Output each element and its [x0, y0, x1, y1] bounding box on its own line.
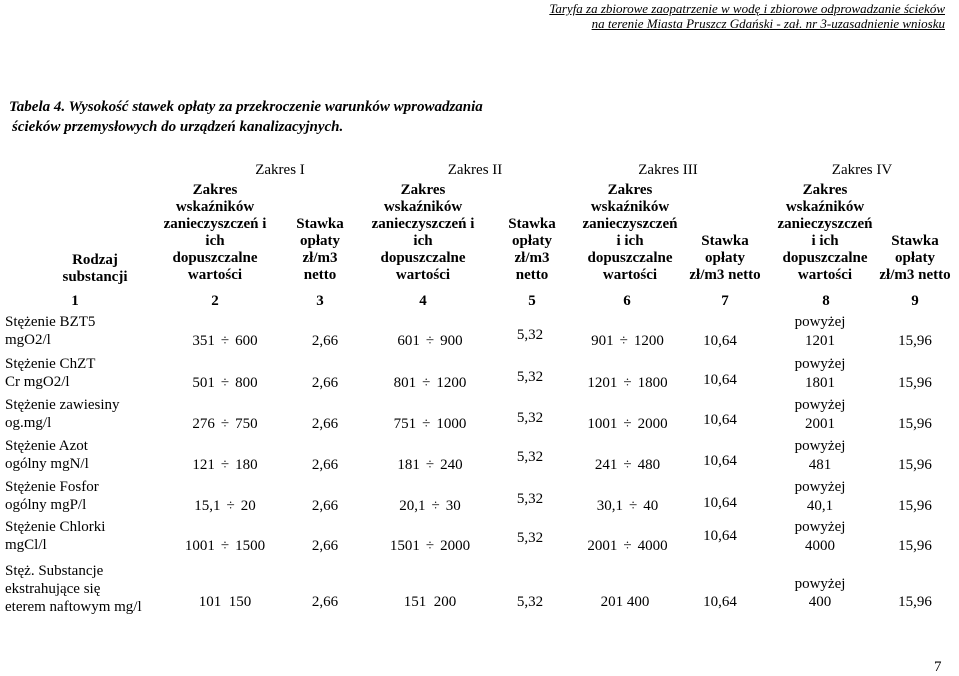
cell-zakres-1: [165, 497, 285, 515]
cell-stawka-4: 15,96: [898, 594, 932, 610]
cell-powyzej: powyżej: [794, 356, 846, 372]
cell-stawka-3: 10,64: [703, 495, 737, 511]
range-separator: ÷: [220, 457, 230, 473]
col-zakres-3-header: [560, 182, 700, 284]
cell-stawka-2: 5,32: [516, 594, 544, 610]
range-separator: ÷: [629, 498, 638, 514]
col-header-line: wartości: [797, 267, 853, 283]
range-to: 40: [643, 498, 659, 514]
cell-zakres-1: [165, 374, 285, 392]
col-header-line: zanieczyszczeń: [777, 216, 873, 232]
row-label-line: eterem naftowym mg/l: [5, 599, 142, 615]
range-separator: ÷: [623, 416, 632, 432]
cell-zakres-2: [360, 497, 500, 515]
col-stawka-1-header: [285, 216, 355, 284]
row-label: [5, 478, 99, 514]
col-header-line: Zakres: [607, 182, 653, 198]
row-label: [5, 562, 142, 616]
col-number: 2: [211, 293, 219, 309]
cell-zakres-4: 1801: [805, 375, 835, 391]
cell-zakres-3: [565, 415, 690, 433]
range-separator: ÷: [623, 375, 632, 391]
cell-powyzej: powyżej: [794, 576, 846, 592]
range-from: 30,1: [596, 498, 623, 514]
range-to: 600: [235, 333, 258, 349]
cell-powyzej: powyżej: [794, 438, 846, 454]
cell-zakres-3: [565, 332, 690, 350]
row-label-line: Stężenie zawiesiny: [5, 397, 120, 413]
row-label-line: Stęż. Substancje: [5, 563, 104, 579]
range-separator: ÷: [425, 538, 435, 554]
cell-powyzej: powyżej: [794, 397, 846, 413]
col-header-line: wskaźników: [175, 199, 255, 215]
row-label: [5, 437, 89, 473]
range-from: 1501: [389, 538, 420, 554]
range-from: 751: [393, 416, 417, 432]
cell-zakres-2: [360, 374, 500, 392]
col-rodzaj-line: substancji: [62, 269, 128, 285]
cell-zakres-2: [360, 537, 500, 555]
range-to: 1800: [637, 375, 668, 391]
range-to: 180: [235, 457, 258, 473]
col-number: 9: [911, 293, 919, 309]
running-header-line-1: Taryfa za zbiorowe zaopatrzenie w wodę i zbiorowe odprowadzanie ścieków: [549, 1, 945, 16]
cell-stawka-3: 10,64: [703, 453, 737, 469]
cell-powyzej: powyżej: [794, 314, 846, 330]
col-header-line: opłaty: [511, 233, 552, 249]
cell-zakres-2: [360, 415, 500, 433]
row-label-line: Stężenie Fosfor: [5, 479, 99, 495]
range-separator: ÷: [623, 457, 632, 473]
col-header-line: opłaty: [299, 233, 340, 249]
col-header-line: Zakres: [400, 182, 446, 198]
col-header-line: opłaty: [894, 250, 935, 266]
col-header-line: wartości: [187, 267, 243, 283]
cell-stawka-2: 5,32: [516, 491, 544, 507]
zone-header-4: Zakres IV: [831, 162, 893, 178]
col-stawka-4-header: [872, 233, 958, 284]
range-from: 1201: [587, 375, 618, 391]
cell-stawka-2: 5,32: [516, 410, 544, 426]
range-to: 2000: [440, 538, 471, 554]
cell-zakres-1: [165, 537, 285, 555]
row-label: [5, 313, 95, 349]
cell-zakres-3: [565, 537, 690, 555]
col-header-line: zł/m3 netto: [689, 267, 761, 283]
col-zakres-2-header: [353, 182, 493, 284]
col-header-line: Stawka: [701, 233, 749, 249]
col-header-line: wskaźników: [785, 199, 865, 215]
range-to: 800: [235, 375, 258, 391]
row-label-line: og.mg/l: [5, 415, 52, 431]
range-to: 480: [637, 457, 661, 473]
col-header-line: Stawka: [508, 216, 556, 232]
cell-stawka-1: 2,66: [311, 498, 339, 514]
range-from: 2001: [587, 538, 618, 554]
cell-zakres-2: [360, 332, 500, 350]
row-label-line: mgO2/l: [5, 332, 51, 348]
row-label: [5, 396, 120, 432]
row-label-line: ogólny mgN/l: [5, 456, 89, 472]
col-header-line: zanieczyszczeń i: [163, 216, 267, 232]
cell-stawka-3: 10,64: [703, 333, 737, 349]
col-header-line: ich: [205, 233, 225, 249]
cell-stawka-4: 15,96: [898, 333, 932, 349]
col-header-line: dopuszczalne: [587, 250, 673, 266]
range-separator: ÷: [431, 498, 440, 514]
col-rodzaj-line: Rodzaj: [72, 252, 118, 268]
range-separator: ÷: [425, 457, 435, 473]
row-label: [5, 355, 95, 391]
range-from: 181: [397, 457, 420, 473]
col-header-line: opłaty: [704, 250, 745, 266]
cell-stawka-4: 15,96: [898, 498, 932, 514]
cell-zakres-1: [165, 415, 285, 433]
cell-zakres-4: 481: [808, 457, 832, 473]
range-from: 15,1: [194, 498, 221, 514]
range-from: 20,1: [399, 498, 426, 514]
col-header-line: Zakres: [192, 182, 238, 198]
range-to: 1500: [235, 538, 266, 554]
cell-powyzej: powyżej: [794, 479, 846, 495]
col-number: 4: [419, 293, 427, 309]
col-header-line: zł/m3 netto: [879, 267, 951, 283]
range-separator: ÷: [619, 333, 628, 349]
range-separator: ÷: [226, 498, 235, 514]
range-to: 4000: [637, 538, 668, 554]
range-to: 1000: [436, 416, 467, 432]
row-label-line: mgCl/l: [5, 537, 47, 553]
col-header-line: zł/m3: [302, 250, 338, 266]
cell-stawka-1: 2,66: [311, 457, 339, 473]
range-to: 240: [440, 457, 463, 473]
col-rodzaj-header: [40, 252, 150, 286]
cell-stawka-3: 10,64: [703, 528, 737, 544]
cell-zakres-4: 400: [808, 594, 832, 610]
col-number: 7: [721, 293, 729, 309]
range-from: 1001: [587, 416, 618, 432]
range-to: 750: [235, 416, 258, 432]
cell-stawka-3: 10,64: [703, 372, 737, 388]
range-separator: ÷: [422, 416, 431, 432]
cell-stawka-2: 5,32: [516, 449, 544, 465]
cell-stawka-4: 15,96: [898, 457, 932, 473]
range-from: 351: [192, 333, 215, 349]
col-zakres-1-header: [145, 182, 285, 284]
cell-stawka-1: 2,66: [311, 416, 339, 432]
range-from: 801: [393, 375, 417, 391]
row-label: [5, 518, 105, 554]
cell-stawka-1: 2,66: [311, 594, 339, 610]
range-separator: ÷: [220, 333, 230, 349]
col-header-line: zanieczyszczeń i: [371, 216, 475, 232]
cell-stawka-2: 5,32: [516, 530, 544, 546]
cell-stawka-3: 10,64: [703, 594, 737, 610]
col-header-line: dopuszczalne: [380, 250, 466, 266]
table-caption: [9, 97, 483, 137]
range-from: 1001: [184, 538, 215, 554]
range-separator: ÷: [425, 333, 435, 349]
col-header-line: Zakres: [802, 182, 848, 198]
col-number: 3: [316, 293, 324, 309]
row-label-line: Stężenie BZT5: [5, 314, 96, 330]
range-to: 30: [445, 498, 461, 514]
cell-stawka-2: 5,32: [516, 327, 544, 343]
col-header-line: ich: [413, 233, 433, 249]
range-from: 501: [192, 375, 215, 391]
col-header-line: Stawka: [891, 233, 939, 249]
col-stawka-2-header: [497, 216, 567, 284]
range-separator: ÷: [220, 538, 230, 554]
col-header-line: dopuszczalne: [782, 250, 868, 266]
cell-stawka-1: 2,66: [311, 538, 339, 554]
cell-zakres-1: 101 150: [198, 594, 252, 610]
cell-stawka-4: 15,96: [898, 538, 932, 554]
cell-stawka-4: 15,96: [898, 416, 932, 432]
row-label-line: Stężenie Azot: [5, 438, 88, 454]
row-label-line: Stężenie Chlorki: [5, 519, 106, 535]
range-separator: ÷: [623, 538, 632, 554]
zone-header-2: Zakres II: [447, 162, 503, 178]
cell-stawka-4: 15,96: [898, 375, 932, 391]
col-header-line: wartości: [602, 267, 658, 283]
cell-stawka-2: 5,32: [516, 369, 544, 385]
cell-powyzej: powyżej: [794, 519, 846, 535]
zone-header-1: Zakres I: [255, 162, 305, 178]
col-header-line: wartości: [395, 267, 451, 283]
cell-zakres-2: 151 200: [403, 594, 457, 610]
range-to: 1200: [633, 333, 664, 349]
cell-zakres-3: 201 400: [600, 594, 650, 610]
range-separator: ÷: [422, 375, 431, 391]
zone-header-3: Zakres III: [638, 162, 698, 178]
cell-stawka-1: 2,66: [311, 333, 339, 349]
cell-zakres-1: [165, 332, 285, 350]
col-header-line: netto: [515, 267, 549, 283]
row-label-line: Cr mgO2/l: [5, 374, 70, 390]
range-separator: ÷: [220, 375, 230, 391]
cell-zakres-3: [565, 374, 690, 392]
col-header-line: dopuszczalne: [172, 250, 258, 266]
col-header-line: netto: [303, 267, 337, 283]
row-label-line: Stężenie ChZT: [5, 356, 96, 372]
caption-line-2: ścieków przemysłowych do urządzeń kanalizacyjnych.: [12, 119, 344, 135]
running-header: [549, 1, 945, 31]
col-header-line: wskaźników: [383, 199, 463, 215]
range-to: 20: [240, 498, 256, 514]
cell-zakres-4: 40,1: [806, 498, 834, 514]
range-from: 121: [192, 457, 215, 473]
cell-stawka-3: 10,64: [703, 412, 737, 428]
cell-zakres-3: [565, 497, 690, 515]
col-header-line: zanieczyszczeń: [582, 216, 678, 232]
col-number: 8: [822, 293, 830, 309]
col-header-line: i ich: [616, 233, 644, 249]
row-label-line: ekstrahujące się: [5, 581, 101, 597]
cell-zakres-3: [565, 456, 690, 474]
cell-zakres-4: 2001: [805, 416, 835, 432]
cell-zakres-4: 1201: [805, 333, 835, 349]
page-number: 7: [934, 659, 942, 675]
col-number: 1: [71, 293, 79, 309]
range-from: 241: [594, 457, 618, 473]
range-from: 901: [591, 333, 614, 349]
cell-zakres-2: [360, 456, 500, 474]
cell-zakres-4: 4000: [805, 538, 835, 554]
col-header-line: wskaźników: [590, 199, 670, 215]
caption-line-1: Tabela 4. Wysokość stawek opłaty za przekroczenie warunków wprowadzania: [9, 99, 483, 115]
range-from: 601: [397, 333, 420, 349]
col-header-line: Stawka: [296, 216, 344, 232]
col-number: 5: [528, 293, 536, 309]
range-to: 900: [440, 333, 463, 349]
range-from: 276: [192, 416, 215, 432]
col-number: 6: [623, 293, 631, 309]
col-header-line: i ich: [811, 233, 839, 249]
col-header-line: zł/m3: [514, 250, 550, 266]
range-separator: ÷: [220, 416, 230, 432]
cell-zakres-1: [165, 456, 285, 474]
row-label-line: ogólny mgP/l: [5, 497, 87, 513]
range-to: 2000: [637, 416, 668, 432]
cell-stawka-1: 2,66: [311, 375, 339, 391]
range-to: 1200: [436, 375, 467, 391]
running-header-line-2: na terenie Miasta Pruszcz Gdański - zał. nr 3-uzasadnienie wniosku: [591, 16, 945, 31]
